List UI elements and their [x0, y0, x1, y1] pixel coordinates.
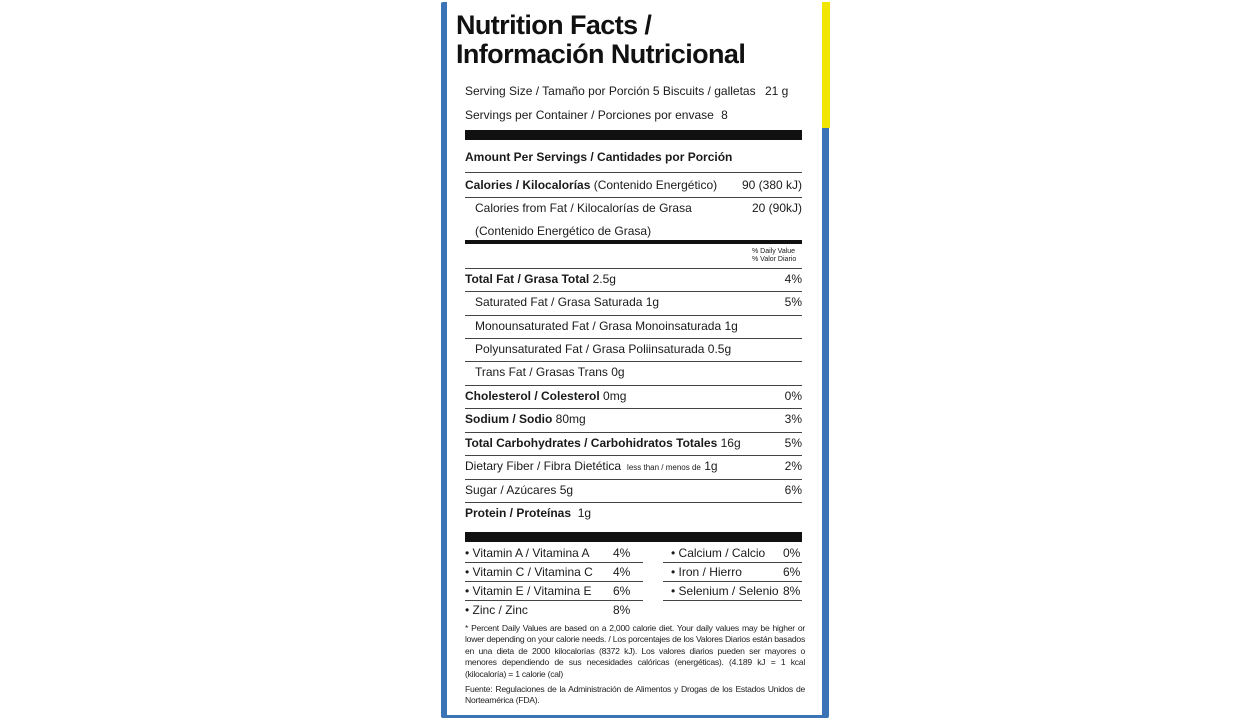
mineral-name: • Iron / Hierro	[671, 565, 742, 579]
vitamin-daily-value: 4%	[613, 565, 631, 579]
thick-divider	[465, 130, 802, 140]
nutrient-row	[475, 292, 802, 312]
calories-label-extra: (Contenido Energético)	[590, 178, 718, 192]
servings-per-container-row	[465, 105, 802, 125]
servings-per-container-label: Servings per Container / Porciones por envase	[465, 108, 714, 122]
mineral-name: • Selenium / Selenio	[671, 584, 779, 598]
nutrient-amount: 0mg	[599, 389, 627, 403]
calories-value: 90 (380 kJ)	[741, 178, 802, 192]
nutrient-daily-value: 5%	[784, 295, 802, 309]
thick-divider	[465, 532, 802, 542]
calories-label: Calories / Kilocalorías	[465, 178, 591, 192]
servings-per-container-value: 8	[721, 108, 728, 122]
serving-size-label: Serving Size / Tamaño por Porción 5 Biscuits / galletas	[465, 84, 756, 98]
nutrition-facts-panel	[447, 2, 822, 715]
vitamin-daily-value: 8%	[613, 603, 631, 617]
vitamin-name: • Vitamin C / Vitamina C	[465, 565, 593, 579]
nutrient-name: Cholesterol / Colesterol	[465, 389, 600, 403]
calories-from-fat-label: Calories from Fat / Kilocalorías de Grasa	[475, 201, 692, 215]
vitamin-daily-value: 4%	[613, 546, 631, 560]
nutrient-name: Monounsaturated Fat / Grasa Monoinsaturada 1g	[475, 319, 738, 333]
nutrient-name: Protein / Proteínas	[465, 506, 572, 520]
nutrient-name: Dietary Fiber / Fibra Dietética	[465, 459, 622, 473]
nutrient-name: Total Carbohydrates / Carbohidratos Totales	[465, 436, 718, 450]
nutrient-amount: 1g	[700, 459, 718, 473]
nutrient-amount: 2.5g	[589, 272, 616, 286]
nutrient-daily-value: 6%	[784, 483, 802, 497]
nutrient-row	[465, 456, 802, 476]
label-title	[456, 11, 816, 69]
nutrient-name: Sodium / Sodio	[465, 412, 553, 426]
nutrient-row	[465, 409, 802, 429]
nutrient-row	[465, 503, 802, 523]
calories-from-fat-row	[475, 198, 802, 218]
calories-from-fat-label-2: (Contenido Energético de Grasa)	[475, 224, 652, 238]
nutrient-row	[475, 316, 802, 336]
nutrient-daily-value: 5%	[784, 436, 802, 450]
nutrient-daily-value: 4%	[784, 272, 802, 286]
nutrient-row	[475, 339, 802, 359]
nutrient-amount: 16g	[717, 436, 741, 450]
mineral-daily-value: 0%	[783, 546, 801, 560]
medium-divider	[465, 240, 802, 244]
mineral-daily-value: 8%	[783, 584, 801, 598]
vitamin-daily-value: 6%	[613, 584, 631, 598]
nutrient-row	[465, 269, 802, 289]
title-line-1: Nutrition Facts /	[456, 10, 652, 40]
nutrient-row	[465, 433, 802, 453]
nutrient-row	[475, 362, 802, 382]
mineral-name: • Calcium / Calcio	[671, 546, 766, 560]
nutrient-name: Trans Fat / Grasas Trans 0g	[475, 365, 625, 379]
nutrient-qualifier: less than / menos de	[627, 463, 701, 472]
nutrient-name: Saturated Fat / Grasa Saturada 1g	[475, 295, 660, 309]
serving-size-row	[465, 81, 802, 101]
vitamin-name: • Zinc / Zinc	[465, 603, 528, 617]
amount-per-serving-header: Amount Per Servings / Cantidades por Porción	[465, 150, 733, 164]
calories-row	[465, 175, 802, 195]
nutrient-row	[465, 386, 802, 406]
nutrient-name: Sugar / Azúcares 5g	[465, 483, 574, 497]
calories-from-fat-row-2	[475, 221, 802, 241]
source-note: Fuente: Regulaciones de la Administración de Alimentos y Drogas de los Estados Unidos de Norteamérica (FDA).	[465, 684, 805, 706]
mineral-daily-value: 6%	[783, 565, 801, 579]
nutrient-daily-value: 0%	[784, 389, 802, 403]
title-line-2: Información Nutricional	[456, 39, 746, 69]
daily-value-header-row	[465, 248, 802, 268]
vitamin-name: • Vitamin A / Vitamina A	[465, 546, 590, 560]
serving-size-value: 21 g	[764, 84, 789, 98]
daily-value-header-en: % Daily Value	[752, 248, 796, 255]
yellow-accent-bar	[822, 2, 830, 128]
divider	[465, 172, 802, 173]
daily-value-header-es: % Valor Diario	[752, 256, 797, 263]
nutrient-amount: 80mg	[552, 412, 586, 426]
nutrient-name: Total Fat / Grasa Total	[465, 272, 590, 286]
daily-value-header	[752, 248, 802, 264]
calories-from-fat-value: 20 (90kJ)	[751, 201, 802, 215]
nutrient-name: Polyunsaturated Fat / Grasa Poliinsaturada 0.5g	[475, 342, 732, 356]
nutrient-daily-value: 2%	[784, 459, 802, 473]
footnote: * Percent Daily Values are based on a 2,000 calorie diet. Your daily values may be higher or lower depending on your calorie needs. / Los porcentajes de los Valores Diarios están basados en una dieta de 2000 kilocalorías (8372 kJ). Los valores diarios pueden ser mayores o menores dependiendo de sus necesidades calóricas (energéticas). (4.189 kJ = 1 kcal (kilocaloría) = 1 calorie (cal)	[465, 623, 805, 679]
vitamin-name: • Vitamin E / Vitamina E	[465, 584, 592, 598]
nutrient-daily-value: 3%	[784, 412, 802, 426]
nutrient-row	[465, 480, 802, 500]
nutrient-amount: 1g	[571, 506, 592, 520]
divider	[663, 600, 802, 601]
